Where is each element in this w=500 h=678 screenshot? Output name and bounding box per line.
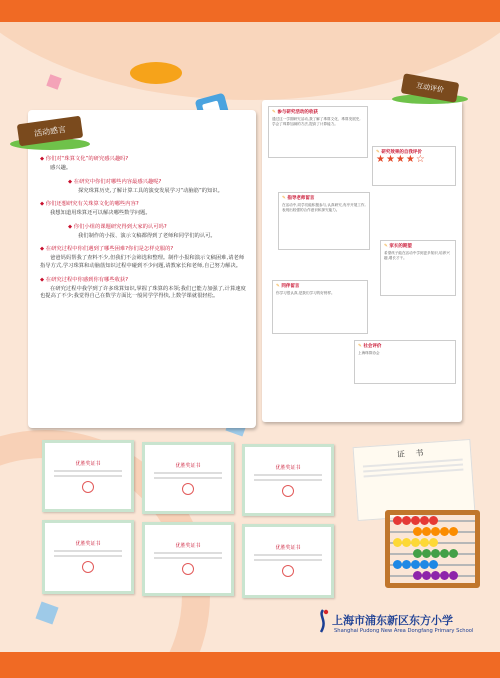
piece-text: 上海珠算协会: [358, 351, 380, 355]
abacus-bead: [420, 560, 429, 569]
honor-certificate: [353, 439, 476, 521]
abacus-bead: [429, 516, 438, 525]
qa-list: [40, 156, 246, 301]
school-name-english: Shanghai Pudong New Area Dongfang Primary School: [334, 628, 474, 634]
answer-text: 我想知道用珠算还可以解决哪些数学问题。: [50, 210, 151, 217]
abacus-bead: [440, 527, 449, 536]
seal-icon: [282, 485, 294, 497]
piece-title: ✎ 参与研究活动的收获: [272, 110, 364, 115]
bottom-band: [0, 652, 500, 678]
seal-icon: [182, 483, 194, 495]
certificate: [242, 524, 334, 598]
abacus-bead: [422, 549, 431, 558]
certificate: [242, 444, 334, 516]
abacus-bead: [440, 571, 449, 580]
abacus-bead: [449, 527, 458, 536]
question-text: ◆ 在研究过程中你感到你有哪些收获?: [40, 277, 246, 284]
abacus-bead: [429, 560, 438, 569]
answer-text: 爸爸妈妈帮我了查料不少,但我们不会筛选和整理。制作小报和演示文稿困难,请老师指导方式,学习珠算和动脑筋知识过程中碰到不少问题,请教家长和老师,自己努力解决。: [40, 255, 245, 269]
abacus-bead: [420, 516, 429, 525]
question-text: ◆ 你们还想研究有关珠算文化的哪些内容?: [40, 201, 246, 208]
abacus-bead: [402, 538, 411, 547]
abacus-bead: [393, 516, 402, 525]
certificate-title: 证 书: [396, 448, 428, 460]
evaluation-collage: [262, 100, 462, 422]
collage-piece: [278, 192, 370, 250]
abacus-bead: [449, 571, 458, 580]
abacus-bead: [431, 549, 440, 558]
answer-text: 我们制作的小报、演示文稿都得到了老师和同学们的认可。: [78, 232, 216, 239]
abacus-icon: [385, 510, 480, 588]
piece-text: 希望孩子能在活动中学到更多知识,培养兴趣,增长才干。: [384, 251, 450, 260]
piece-text: 通过这一学期研究活动,我了解了珠算文化、珠算发展史,学会了珠算加减的方法,提高了计算能力。: [272, 117, 361, 126]
abacus-bead: [422, 527, 431, 536]
certificate-title: 优胜奖证书: [75, 461, 101, 467]
seal-icon: [282, 565, 294, 577]
abacus-bead: [393, 538, 402, 547]
piece-title: ✎ 同伴留言: [276, 284, 364, 289]
piece-title: ✎ 社会评价: [358, 344, 452, 349]
abacus-bead: [422, 571, 431, 580]
abacus-bead: [411, 560, 420, 569]
abacus-bead: [411, 538, 420, 547]
abacus-bead: [449, 549, 458, 558]
signpost-label: 活动感言: [17, 116, 83, 147]
certificate: [42, 520, 134, 594]
certificate: [142, 442, 234, 514]
blimp-icon: [130, 62, 182, 84]
certificate-title: 优胜奖证书: [275, 545, 301, 551]
question-text: ◆ 在研究中你们对哪些内容最感兴趣呢?: [68, 179, 246, 186]
abacus-bead: [431, 571, 440, 580]
collage-piece: [272, 280, 368, 334]
signpost-label: 互动评价: [401, 73, 460, 102]
cube-icon: [46, 74, 61, 89]
piece-text: 在活动中,同学们能积极参与,认真研究,有序开展工作,表现出较强的合作意识和探究能力。: [282, 203, 366, 212]
abacus-bead: [402, 560, 411, 569]
top-band: [0, 0, 500, 22]
star-rating: ★★★★☆: [376, 154, 426, 165]
collage-piece: [354, 340, 456, 384]
seal-icon: [82, 481, 94, 493]
certificate-title: 优胜奖证书: [275, 465, 301, 471]
school-logo: [316, 608, 330, 634]
certificate: [142, 522, 234, 596]
abacus-bead: [420, 538, 429, 547]
answer-text: 探究珠算历史,了解计算工具的演变发展学习“动脑筋”的知识。: [78, 187, 223, 194]
collage-piece: [380, 240, 456, 296]
abacus-bead: [393, 560, 402, 569]
collage-piece: [268, 106, 368, 158]
abacus-bead: [413, 571, 422, 580]
certificate-title: 优胜奖证书: [175, 543, 201, 549]
answer-text: 在研究过程中我学到了许多珠算知识,掌握了珠算的本领;我们已能力加强了,计算速度也提高了不少;我觉得自己在数学方面比一般同学学得快,上数学课就很轻松。: [40, 285, 246, 300]
question-text: ◆ 你们对“珠算文化”的研究感兴趣吗?: [40, 156, 246, 163]
seal-icon: [182, 563, 194, 575]
certificate-title: 优胜奖证书: [75, 541, 101, 547]
piece-text: 你学习很认真,是我们学习的好榜样。: [276, 291, 335, 295]
certificate-title: 优胜奖证书: [175, 463, 201, 469]
certificate: [42, 440, 134, 512]
piece-title: ✎ 家长的期望: [384, 244, 452, 249]
abacus-bead: [411, 516, 420, 525]
abacus-bead: [413, 527, 422, 536]
reflection-card: [28, 110, 256, 428]
answer-text: 感兴趣。: [50, 165, 72, 171]
collage-piece: [372, 146, 456, 186]
piece-title: ✎ 研究效果的自我评价: [376, 150, 452, 155]
question-text: ◆ 你们小组的课题研究得到大家的认可吗?: [68, 224, 246, 231]
abacus-bead: [431, 527, 440, 536]
seal-icon: [82, 561, 94, 573]
school-name: 上海市浦东新区东方小学: [332, 614, 453, 627]
question-text: ◆ 在研究过程中你们遇到了哪些困难?你们是怎样克服的?: [40, 246, 246, 253]
abacus-bead: [440, 549, 449, 558]
abacus-bead: [429, 538, 438, 547]
abacus-bead: [402, 516, 411, 525]
piece-title: ✎ 指导老师留言: [282, 196, 366, 201]
abacus-bead: [413, 549, 422, 558]
